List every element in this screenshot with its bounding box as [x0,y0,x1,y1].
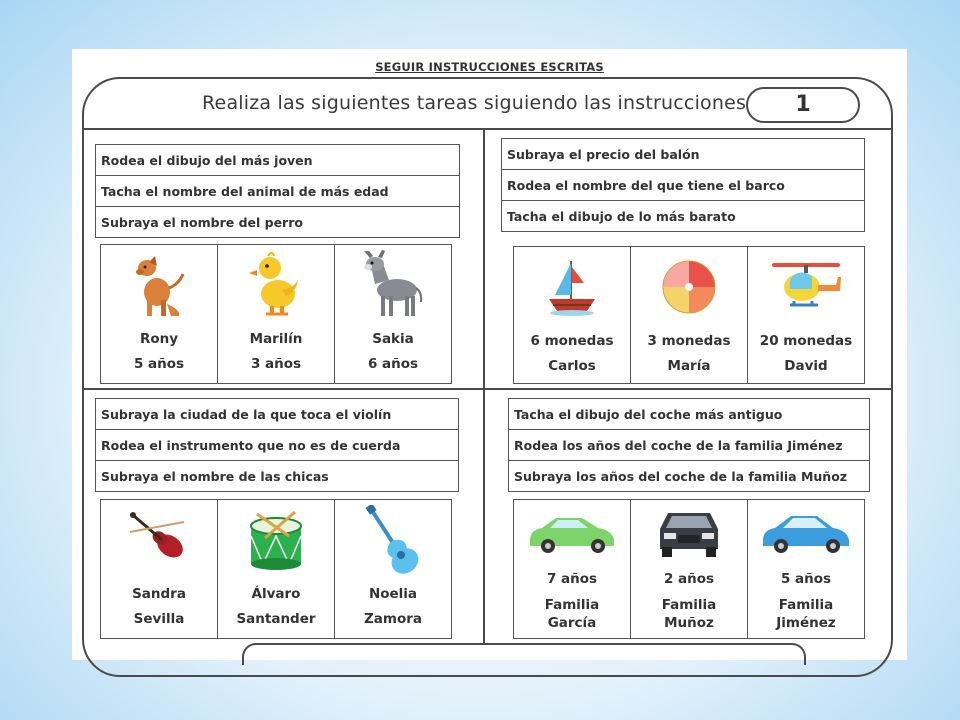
helicopter-icon [770,259,842,315]
instrument-card-noelia [335,500,451,638]
car-card-munoz [631,500,748,638]
animal-card-marilin [218,245,335,383]
cars-instructions [508,398,870,492]
drum-icon [243,506,309,574]
car-age: 2 años [663,571,715,587]
toy-owner: Carlos [548,358,596,374]
car-age: 5 años [780,571,832,587]
instruction-row: Subraya el precio del balón [502,139,865,170]
family-name: Muñoz [664,615,714,631]
animal-age: 6 años [367,356,419,372]
animal-name: Rony [139,331,179,347]
worksheet [72,49,907,660]
car-age: 7 años [546,571,598,587]
guitar-icon [363,505,423,575]
center-divider [483,130,485,644]
instrument-card-alvaro [218,500,335,638]
toy-owner: María [667,358,711,374]
dog-icon [129,252,189,318]
family-label: Familia [661,597,717,613]
worksheet-title: SEGUIR INSTRUCCIONES ESCRITAS [375,60,604,74]
instruction-row: Rodea el nombre del que tiene el barco [502,170,865,201]
child-name: Sandra [132,586,186,602]
family-name: Jiménez [776,615,836,631]
instruction-row: Tacha el dibujo del coche más antiguo [509,399,870,430]
instruction-row: Subraya el nombre de las chicas [96,461,459,492]
animal-name: Marilín [249,331,303,347]
instruction-row: Subraya el nombre del perro [96,207,460,238]
toys-items [513,246,865,384]
toy-card-carlos [514,247,631,383]
donkey-icon [361,250,425,320]
instrument-card-sandra [101,500,218,638]
instruction-row: Subraya los años del coche de la familia Muñoz [509,461,870,492]
animal-age: 3 años [250,356,302,372]
animals-items [100,244,452,384]
ball-icon [661,259,717,315]
animal-age: 5 años [133,356,185,372]
cars-items [513,499,865,639]
car-card-jimenez [748,500,864,638]
child-name: Noelia [368,586,418,602]
car-card-garcia [514,500,631,638]
toy-price: 20 monedas [759,333,853,349]
toy-price: 3 monedas [647,333,731,349]
animal-card-sakia [335,245,451,383]
sailboat-icon [545,255,599,319]
exercise-number-badge: 1 [746,87,860,123]
black-car-icon [654,507,724,559]
instruction-row: Rodea el dibujo del más joven [96,145,460,176]
bottom-tab-frame [242,643,806,665]
instruction-row: Subraya la ciudad de la que toca el violín [96,399,459,430]
instruments-items [100,499,452,639]
middle-divider [82,388,893,390]
toy-owner: David [784,358,828,374]
child-name: Álvaro [251,586,301,602]
blue-car-icon [759,510,853,556]
animals-instructions [95,144,460,238]
toy-card-maria [631,247,748,383]
violin-icon [126,510,192,570]
instruction-row: Rodea el instrumento que no es de cuerda [96,430,459,461]
instruments-instructions [95,398,459,492]
instruction-row: Tacha el nombre del animal de más edad [96,176,460,207]
duck-icon [248,252,304,318]
header-divider [82,128,893,130]
instruction-row: Rodea los años del coche de la familia Jiménez [509,430,870,461]
toy-card-david [748,247,864,383]
city-name: Santander [236,611,316,627]
family-name: García [547,615,597,631]
city-name: Sevilla [133,611,185,627]
toys-instructions [501,138,865,232]
instruction-row: Tacha el dibujo de lo más barato [502,201,865,232]
city-name: Zamora [363,611,422,627]
green-car-icon [526,510,618,556]
worksheet-heading: Realiza las siguientes tareas siguiendo las instrucciones [202,92,747,114]
animal-card-rony [101,245,218,383]
toy-price: 6 monedas [530,333,614,349]
family-label: Familia [778,597,834,613]
animal-name: Sakia [372,331,414,347]
family-label: Familia [544,597,600,613]
